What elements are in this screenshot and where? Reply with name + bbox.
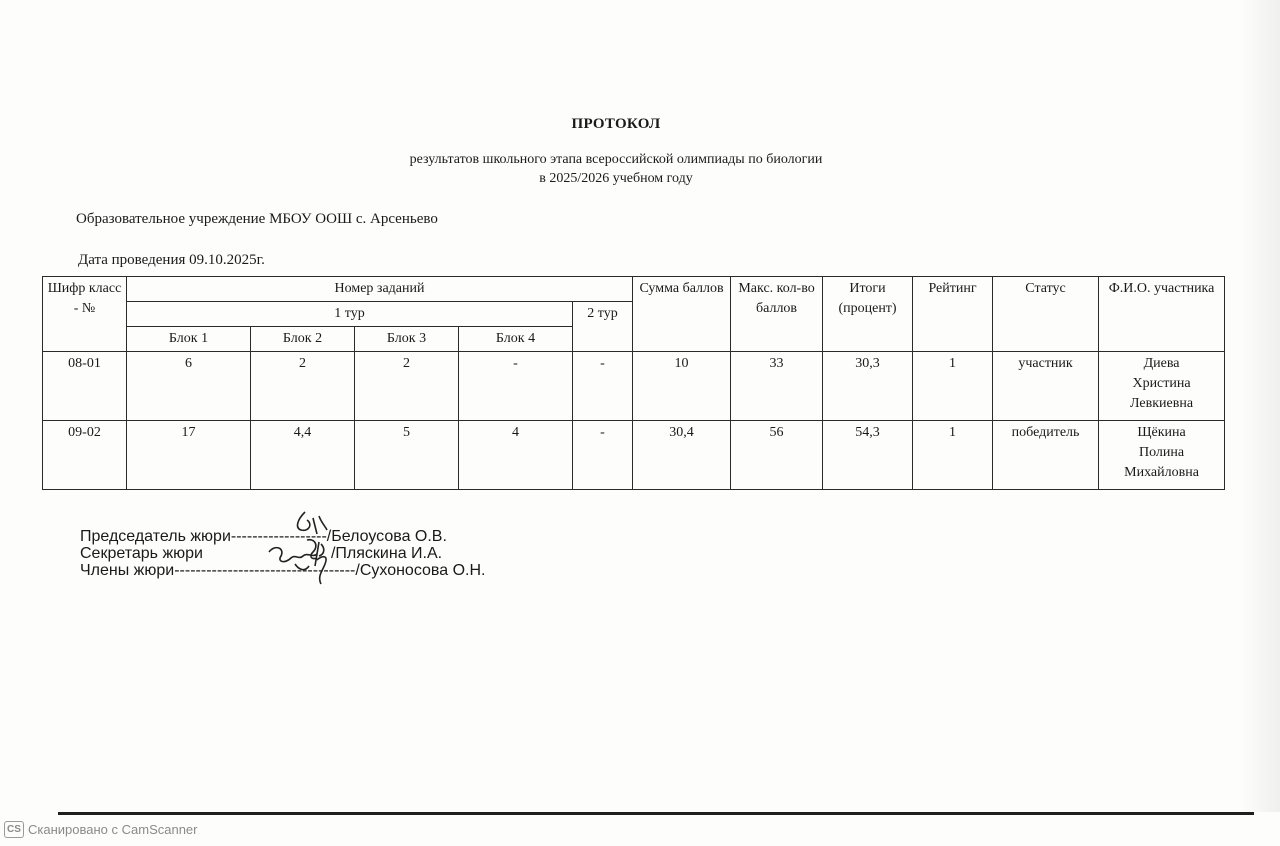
- header-total: Итоги (процент): [823, 277, 913, 352]
- camscanner-logo-icon: CS: [4, 821, 24, 838]
- header-tasks: Номер заданий: [127, 277, 633, 302]
- cell-sum: 30,4: [633, 421, 731, 490]
- cell-block-4: -: [459, 352, 573, 421]
- cell-max: 33: [731, 352, 823, 421]
- cell-name: [1099, 421, 1225, 490]
- subtitle-line-2: в 2025/2026 учебном году: [539, 171, 693, 186]
- cell-block-1: 6: [127, 352, 251, 421]
- document-title: ПРОТОКОЛ: [571, 116, 661, 132]
- name-first: Христина: [1132, 376, 1191, 391]
- handwritten-signatures-image: [255, 500, 345, 590]
- header-block-2: Блок 2: [251, 327, 355, 352]
- header-block-4: Блок 4: [459, 327, 573, 352]
- header-block-1: Блок 1: [127, 327, 251, 352]
- cell-block-1: 17: [127, 421, 251, 490]
- results-table: [42, 276, 1225, 490]
- scanner-watermark: [4, 819, 197, 839]
- chair-name: /Белоусова О.В.: [326, 528, 447, 545]
- name-patronymic: Левкиевна: [1130, 396, 1194, 411]
- page-edge-shadow: [1240, 0, 1280, 812]
- cell-block-4: 4: [459, 421, 573, 490]
- name-first: Полина: [1138, 445, 1185, 460]
- header-row-1: [43, 277, 1225, 302]
- header-sum: Сумма баллов: [633, 277, 731, 352]
- cell-block-2: 4,4: [251, 421, 355, 490]
- cell-status: победитель: [993, 421, 1099, 490]
- name-patronymic: Михайловна: [1124, 465, 1199, 480]
- members-name: /Сухоносова О.Н.: [355, 562, 486, 579]
- header-round-1: 1 тур: [127, 302, 573, 327]
- cell-total: 54,3: [823, 421, 913, 490]
- cell-cipher: 09-02: [43, 421, 127, 490]
- cell-sum: 10: [633, 352, 731, 421]
- header-block-3: Блок 3: [355, 327, 459, 352]
- name-surname: Диева: [1143, 356, 1180, 371]
- organization-line: Образовательное учреждение МБОУ ООШ с. Арсеньево: [76, 211, 438, 227]
- members-dashes: ----------------------------------: [174, 562, 356, 579]
- cell-round-2: -: [573, 421, 633, 490]
- members-prefix: Члены жюри: [80, 562, 175, 579]
- cell-block-3: 2: [355, 352, 459, 421]
- document-subtitle: [0, 150, 1232, 188]
- cell-rating: 1: [913, 421, 993, 490]
- chair-prefix: Председатель жюри: [80, 528, 231, 545]
- secretary-prefix: Секретарь жюри: [80, 545, 203, 562]
- chair-dashes: ------------------: [230, 528, 327, 545]
- subtitle-line-1: результатов школьного этапа всероссийской олимпиады по биологии: [409, 152, 823, 167]
- cell-block-2: 2: [251, 352, 355, 421]
- header-round-2: 2 тур: [573, 302, 633, 352]
- table-row: [43, 421, 1225, 490]
- header-max: Макс. кол-во баллов: [731, 277, 823, 352]
- date-line: Дата проведения 09.10.2025г.: [78, 252, 265, 268]
- name-surname: Щёкина: [1137, 425, 1186, 440]
- cell-cipher: 08-01: [43, 352, 127, 421]
- cell-status: участник: [993, 352, 1099, 421]
- cell-round-2: -: [573, 352, 633, 421]
- watermark-text: Сканировано с CamScanner: [28, 821, 198, 837]
- cell-max: 56: [731, 421, 823, 490]
- header-fio: Ф.И.О. участника: [1099, 277, 1225, 352]
- cell-block-3: 5: [355, 421, 459, 490]
- cell-total: 30,3: [823, 352, 913, 421]
- header-status: Статус: [993, 277, 1099, 352]
- header-rating: Рейтинг: [913, 277, 993, 352]
- header-cipher: Шифр класс - №: [43, 277, 127, 352]
- page-bottom-edge: [58, 812, 1254, 815]
- cell-name: [1099, 352, 1225, 421]
- secretary-name: /Пляскина И.А.: [330, 545, 443, 562]
- table-row: [43, 352, 1225, 421]
- cell-rating: 1: [913, 352, 993, 421]
